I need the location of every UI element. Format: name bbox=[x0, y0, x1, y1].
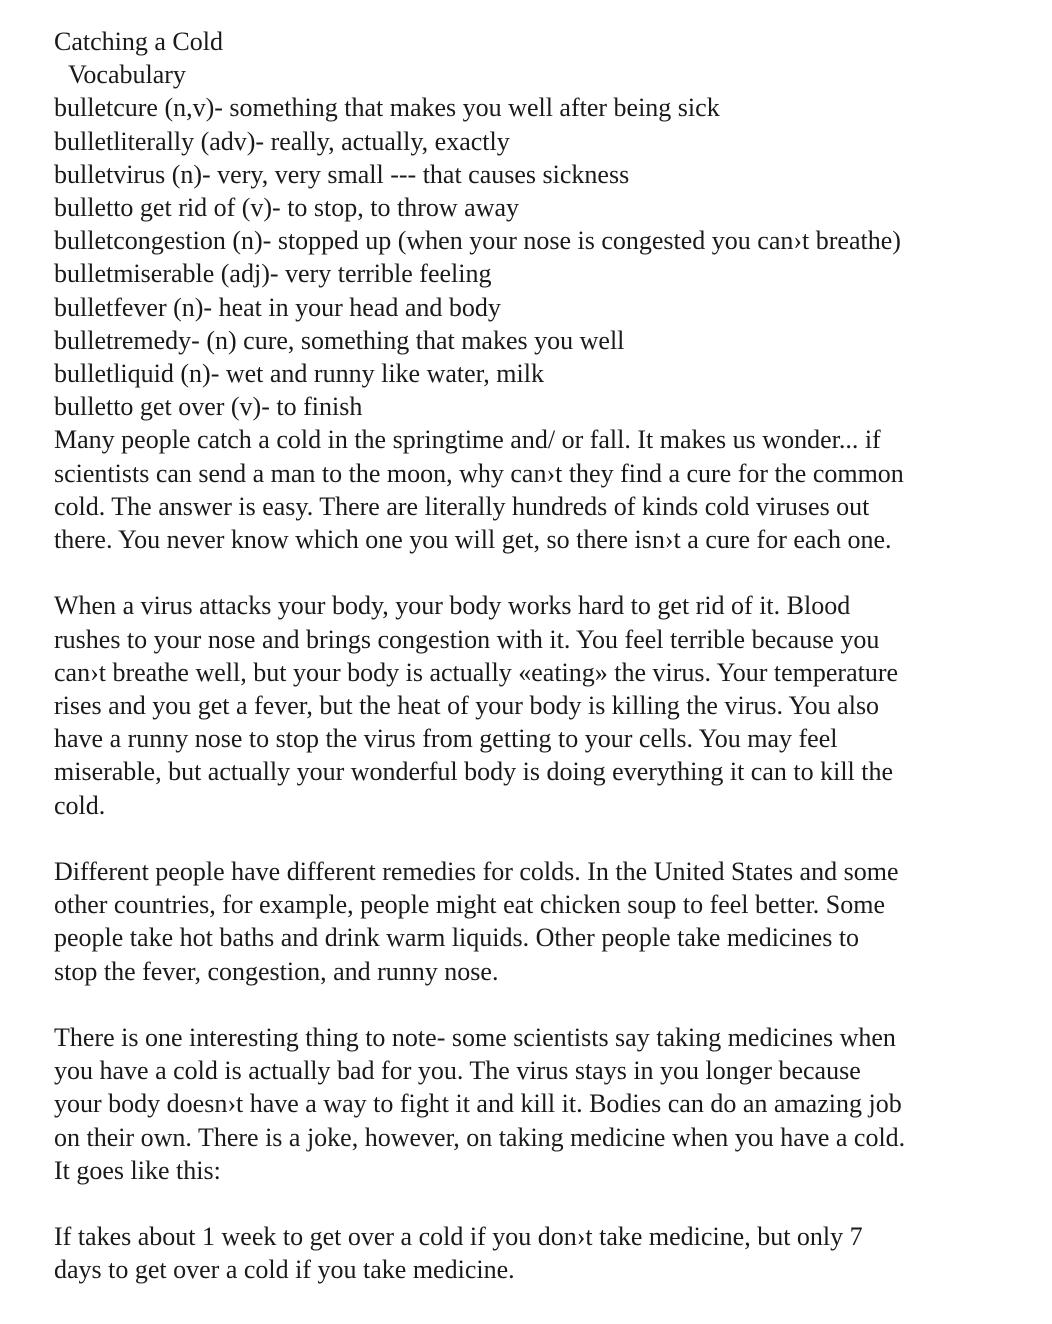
paragraph-line: Many people catch a cold in the springtime and/ or fall. It makes us wonder... if bbox=[54, 425, 881, 455]
vocabulary-item: bulletto get over (v)- to finish bbox=[54, 392, 363, 422]
vocabulary-item: bulletliquid (n)- wet and runny like water, milk bbox=[54, 359, 544, 389]
vocabulary-item: bulletvirus (n)- very, very small --- that causes sickness bbox=[54, 159, 630, 189]
vocabulary-heading: Vocabulary bbox=[68, 60, 186, 90]
paragraph-line: on their own. There is a joke, however, on taking medicine when you have a cold. bbox=[54, 1122, 906, 1152]
paragraph-intro bbox=[54, 423, 1014, 556]
vocabulary-item: bulletcure (n,v)- something that makes you well after being sick bbox=[54, 93, 720, 123]
paragraph-line: cold. The answer is easy. There are literally hundreds of kinds cold viruses out bbox=[54, 491, 870, 521]
paragraph-medicines bbox=[54, 1021, 1014, 1187]
paragraph-line: other countries, for example, people might eat chicken soup to feel better. Some bbox=[54, 890, 886, 920]
vocabulary-item: bulletcongestion (n)- stopped up (when your nose is congested you can›t breathe) bbox=[54, 226, 901, 256]
document-title: Catching a Cold bbox=[54, 27, 223, 56]
paragraph-line: can›t breathe well, but your body is actually «eating» the virus. Your temperature bbox=[54, 657, 899, 687]
paragraph-line: rises and you get a fever, but the heat of your body is killing the virus. You also bbox=[54, 691, 880, 721]
paragraph-line: rushes to your nose and brings congestion with it. You feel terrible because you bbox=[54, 624, 880, 654]
vocabulary-item: bulletremedy- (n) cure, something that makes you well bbox=[54, 325, 625, 355]
paragraph-virus-attack bbox=[54, 589, 1014, 821]
paragraph-remedies bbox=[54, 855, 1014, 988]
paragraph-line: scientists can send a man to the moon, why can›t they find a cure for the common bbox=[54, 458, 904, 488]
paragraph-joke bbox=[54, 1220, 1014, 1286]
paragraph-line: There is one interesting thing to note- some scientists say taking medicines when bbox=[54, 1023, 896, 1053]
vocabulary-list bbox=[54, 91, 1014, 423]
paragraph-line: When a virus attacks your body, your body works hard to get rid of it. Blood bbox=[54, 591, 851, 621]
paragraph-line: days to get over a cold if you take medicine. bbox=[54, 1255, 515, 1285]
vocabulary-item: bulletfever (n)- heat in your head and body bbox=[54, 292, 501, 322]
paragraph-line: miserable, but actually your wonderful body is doing everything it can to kill the bbox=[54, 757, 894, 787]
paragraph-line: cold. bbox=[54, 790, 106, 820]
paragraph-line: It goes like this: bbox=[54, 1155, 221, 1185]
vocabulary-item: bulletmiserable (adj)- very terrible feeling bbox=[54, 259, 492, 289]
paragraph-line: stop the fever, congestion, and runny nose. bbox=[54, 956, 499, 986]
paragraph-line: there. You never know which one you will get, so there isn›t a cure for each one. bbox=[54, 525, 892, 555]
paragraph-line: your body doesn›t have a way to fight it and kill it. Bodies can do an amazing job bbox=[54, 1089, 902, 1119]
vocabulary-item: bulletliterally (adv)- really, actually, exactly bbox=[54, 126, 510, 156]
document-page bbox=[54, 25, 1014, 1287]
paragraph-line: you have a cold is actually bad for you. The virus stays in you longer because bbox=[54, 1056, 861, 1086]
paragraph-line: people take hot baths and drink warm liquids. Other people take medicines to bbox=[54, 923, 860, 953]
paragraph-line: have a runny nose to stop the virus from getting to your cells. You may feel bbox=[54, 724, 838, 754]
paragraph-line: If takes about 1 week to get over a cold if you don›t take medicine, but only 7 bbox=[54, 1222, 863, 1252]
vocabulary-item: bulletto get rid of (v)- to stop, to throw away bbox=[54, 193, 520, 223]
paragraph-line: Different people have different remedies for colds. In the United States and some bbox=[54, 857, 899, 887]
